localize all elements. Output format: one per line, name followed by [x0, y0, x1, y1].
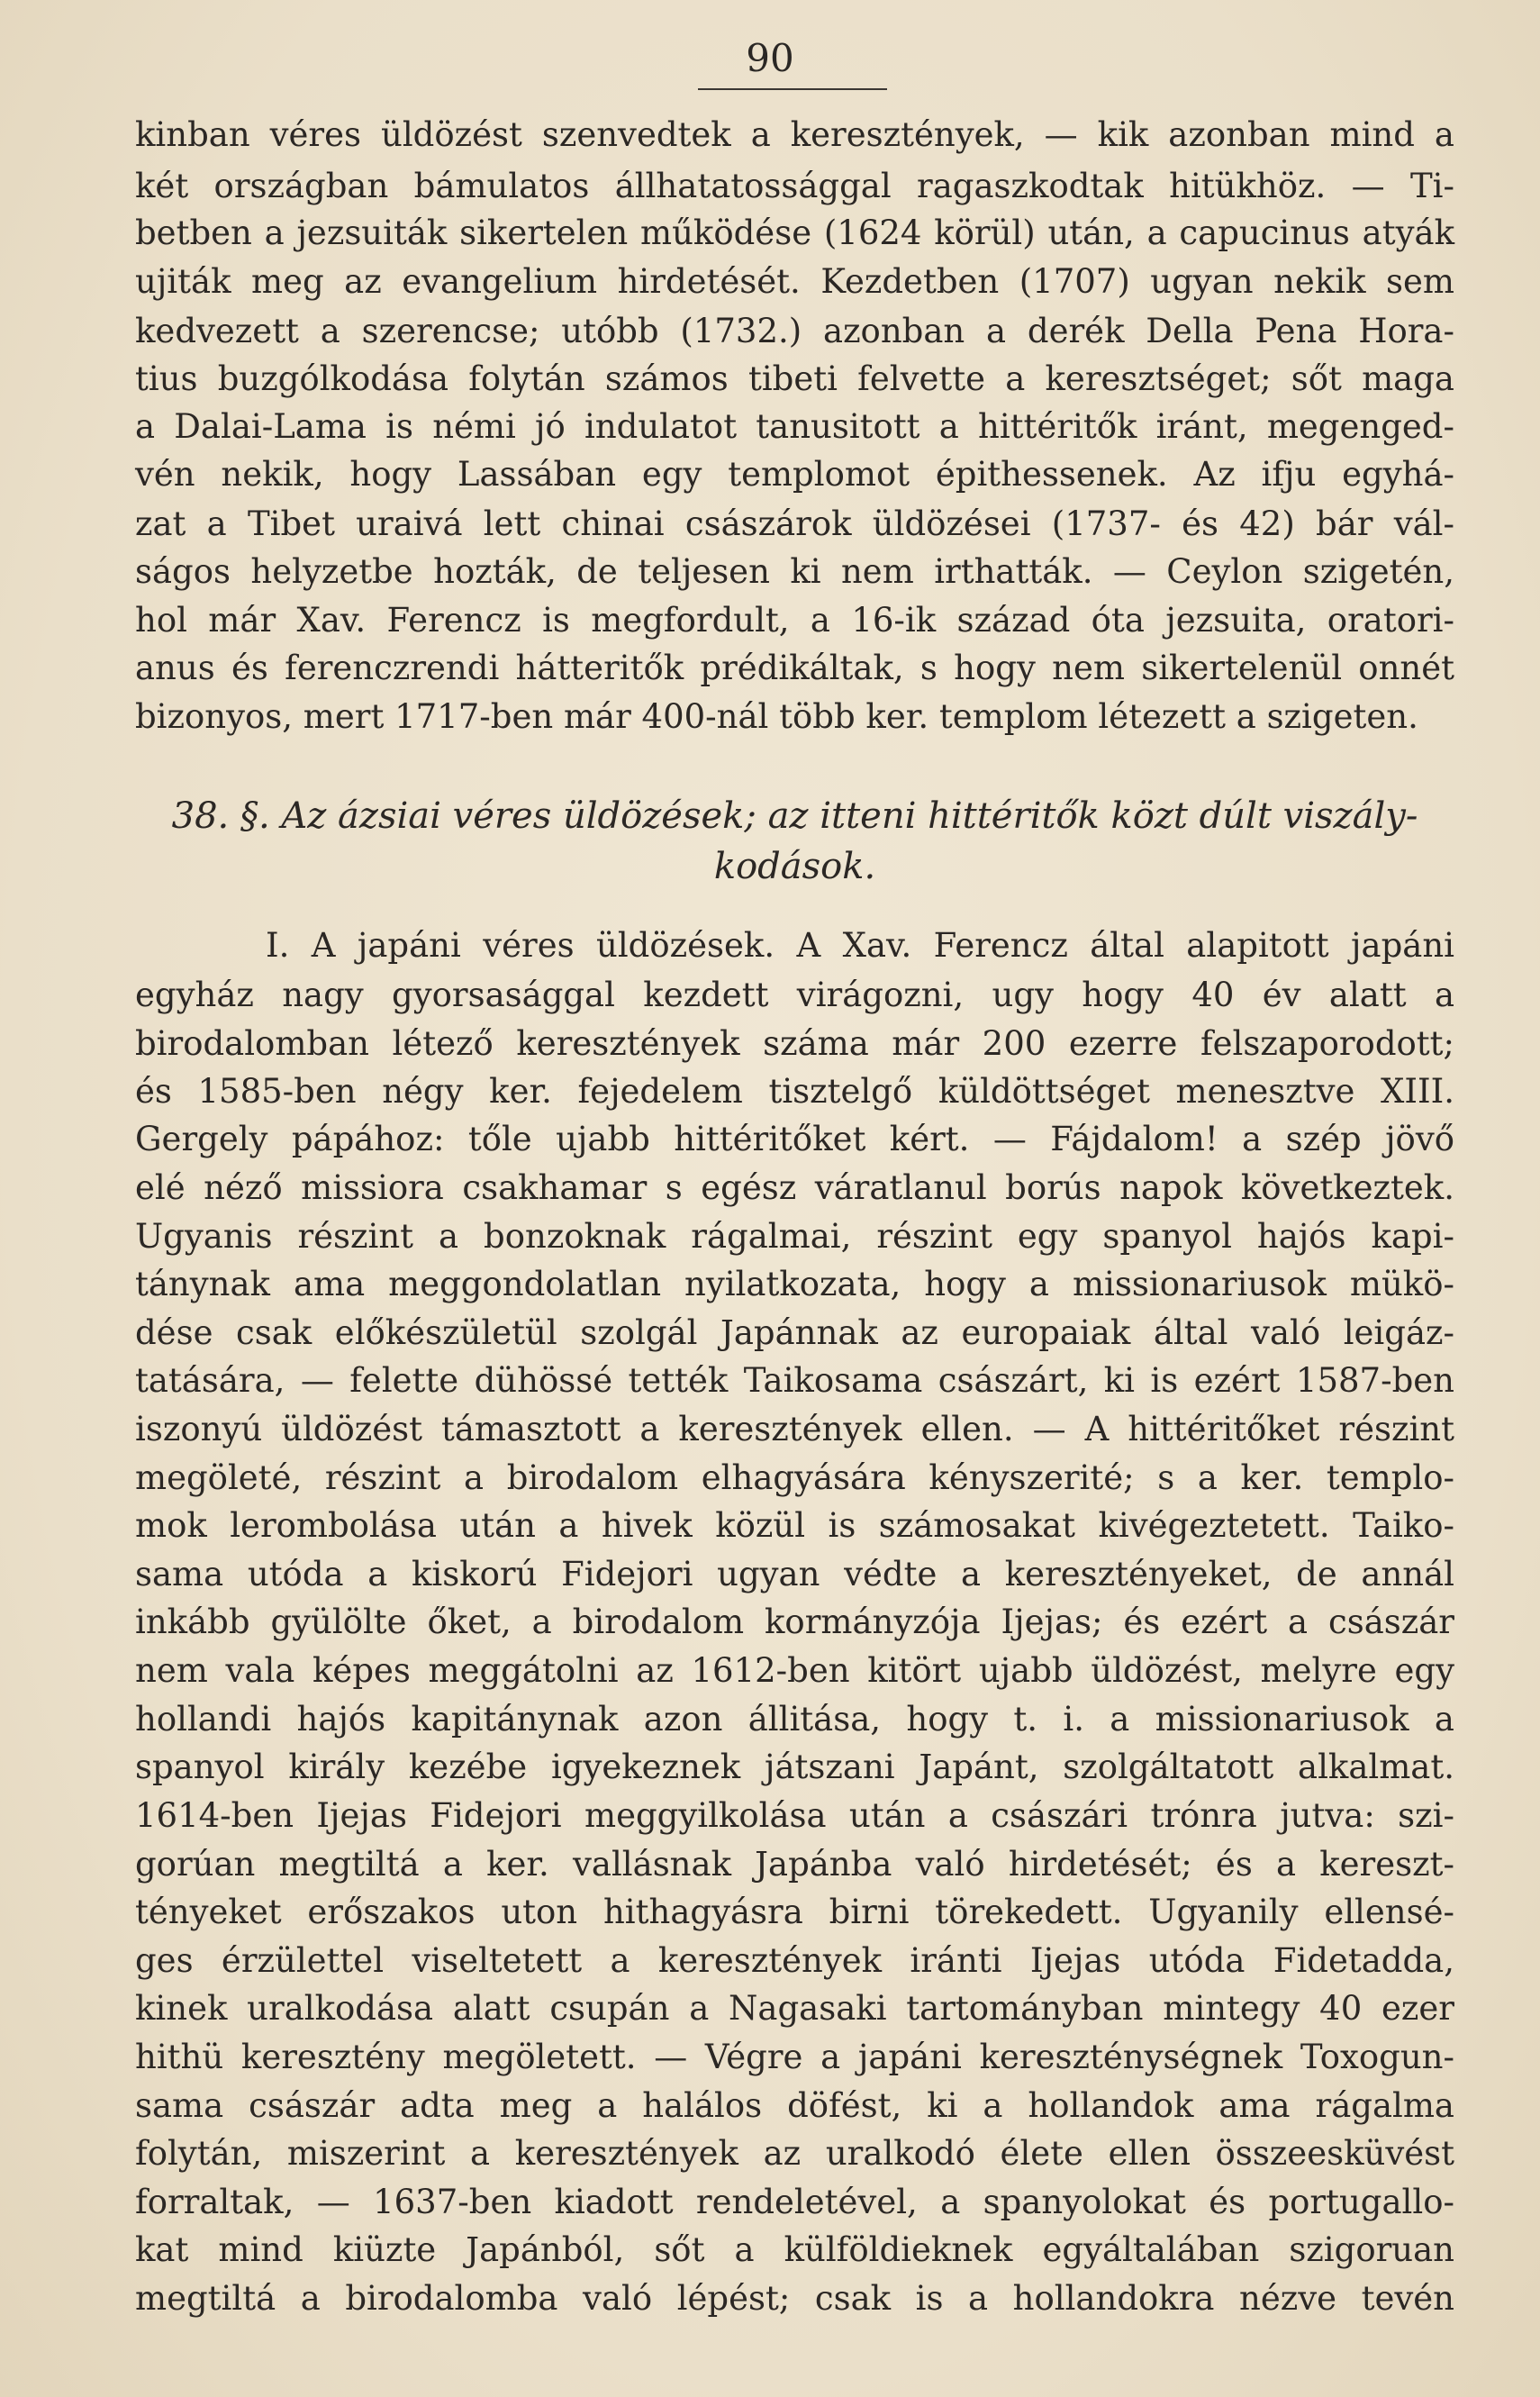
text-line: a Dalai-Lama is némi jó indulatot tanusitott a hittéritők iránt, megenged-: [135, 407, 1454, 446]
text-line: nem vala képes meggátolni az 1612-ben kitört ujabb üldözést, melyre egy: [135, 1651, 1454, 1690]
text-line: sama utóda a kiskorú Fidejori ugyan védte a keresztényeket, de annál: [135, 1555, 1454, 1593]
text-line: anus és ferenczrendi hátteritők prédikáltak, s hogy nem sikertelenül onnét: [135, 649, 1454, 687]
text-line: tényeket erőszakos uton hithagyásra birni törekedett. Ugyanily ellensé-: [135, 1893, 1454, 1931]
text-line: zat a Tibet uraivá lett chinai császárok üldözései (1737- és 42) bár vál-: [135, 504, 1454, 543]
text-line: spanyol király kezébe igyekeznek játszani Japánt, szolgáltatott alkalmat.: [135, 1748, 1454, 1786]
header-rule: [698, 88, 887, 90]
text-line: dése csak előkészületül szolgál Japánnak az europaiak által való leigáz-: [135, 1313, 1454, 1352]
text-line: Ugyanis részint a bonzoknak rágalmai, részint egy spanyol hajós kapi-: [135, 1217, 1454, 1256]
text-line: forraltak, — 1637-ben kiadott rendeletével, a spanyolokat és portugallo-: [135, 2183, 1454, 2221]
text-line: sama császár adta meg a halálos döfést, ki a hollandok ama rágalma: [135, 2086, 1454, 2125]
text-line: és 1585-ben négy ker. fejedelem tisztelgő küldöttséget menesztve XIII.: [135, 1072, 1454, 1111]
text-line: birodalomban létező keresztények száma már 200 ezerre felszaporodott;: [135, 1024, 1454, 1063]
text-line: hollandi hajós kapitánynak azon állitása, hogy t. i. a missionariusok a: [135, 1700, 1454, 1739]
page-number: 90: [746, 36, 794, 80]
text-line: tius buzgólkodása folytán számos tibeti felvette a keresztséget; sőt maga: [135, 359, 1454, 398]
text-line: megtiltá a birodalomba való lépést; csak is a hollandokra nézve tevén: [135, 2279, 1454, 2318]
text-line: ujiták meg az evangelium hirdetését. Kezdetben (1707) ugyan nekik sem: [135, 262, 1454, 301]
text-line: tatására, — felette dühössé tették Taikosama császárt, ki is ezért 1587-ben: [135, 1361, 1454, 1400]
text-line: bizonyos, mert 1717-ben már 400-nál több ker. templom létezett a szigeten.: [135, 697, 1418, 736]
text-line: mok lerombolása után a hivek közül is számosakat kivégeztetett. Taiko-: [135, 1506, 1454, 1545]
text-line: kat mind kiüzte Japánból, sőt a külföldieknek egyáltalában szigoruan: [135, 2230, 1454, 2269]
text-line: kedvezett a szerencse; utóbb (1732.) azonban a derék Della Pena Hora-: [135, 312, 1454, 350]
text-line: betben a jezsuiták sikertelen működése (1624 körül) után, a capucinus atyák: [135, 213, 1454, 252]
text-line: ges érzülettel viseltetett a keresztények iránti Ijejas utóda Fidetadda,: [135, 1941, 1454, 1980]
text-line: tánynak ama meggondolatlan nyilatkozata, hogy a missionariusok mükö-: [135, 1265, 1454, 1303]
text-line: I. A japáni véres üldözések. A Xav. Ferencz által alapitott japáni: [266, 926, 1454, 965]
text-line: két országban bámulatos állhatatossággal ragaszkodtak hitükhöz. — Ti-: [135, 167, 1454, 205]
text-line: inkább gyülölte őket, a birodalom kormányzója Ijejas; és ezért a császár: [135, 1603, 1454, 1641]
text-line: kinek uralkodása alatt csupán a Nagasaki tartományban mintegy 40 ezer: [135, 1989, 1454, 2028]
text-line: kodások.: [713, 846, 876, 887]
text-line: folytán, miszerint a keresztények az uralkodó élete ellen összeesküvést: [135, 2134, 1454, 2173]
text-line: 1614-ben Ijejas Fidejori meggyilkolása után a császári trónra jutva: szi-: [135, 1796, 1454, 1835]
text-line: elé néző missiora csakhamar s egész váratlanul borús napok következtek.: [135, 1168, 1454, 1207]
text-line: iszonyú üldözést támasztott a keresztények ellen. — A hittéritőket részint: [135, 1410, 1454, 1448]
text-line: gorúan megtiltá a ker. vallásnak Japánba való hirdetését; és a kereszt-: [135, 1845, 1454, 1884]
text-line: 38. §. Az ázsiai véres üldözések; az itteni hittéritők közt dúlt viszály-: [171, 795, 1418, 837]
text-line: hol már Xav. Ferencz is megfordult, a 16-ik század óta jezsuita, oratori-: [135, 601, 1454, 640]
text-line: hithü keresztény megöletett. — Végre a japáni kereszténységnek Toxogun-: [135, 2038, 1454, 2076]
text-line: megöleté, részint a birodalom elhagyására kényszerité; s a ker. templo-: [135, 1458, 1454, 1497]
text-line: egyház nagy gyorsasággal kezdett virágozni, ugy hogy 40 év alatt a: [135, 976, 1454, 1014]
text-line: kinban véres üldözést szenvedtek a keresztények, — kik azonban mind a: [135, 115, 1454, 154]
text-line: vén nekik, hogy Lassában egy templomot épithessenek. Az ifju egyhá-: [135, 455, 1454, 494]
text-line: Gergely pápához: tőle ujabb hittéritőket kért. — Fájdalom! a szép jövő: [135, 1120, 1454, 1158]
text-line: ságos helyzetbe hozták, de teljesen ki nem irthatták. — Ceylon szigetén,: [135, 552, 1454, 591]
